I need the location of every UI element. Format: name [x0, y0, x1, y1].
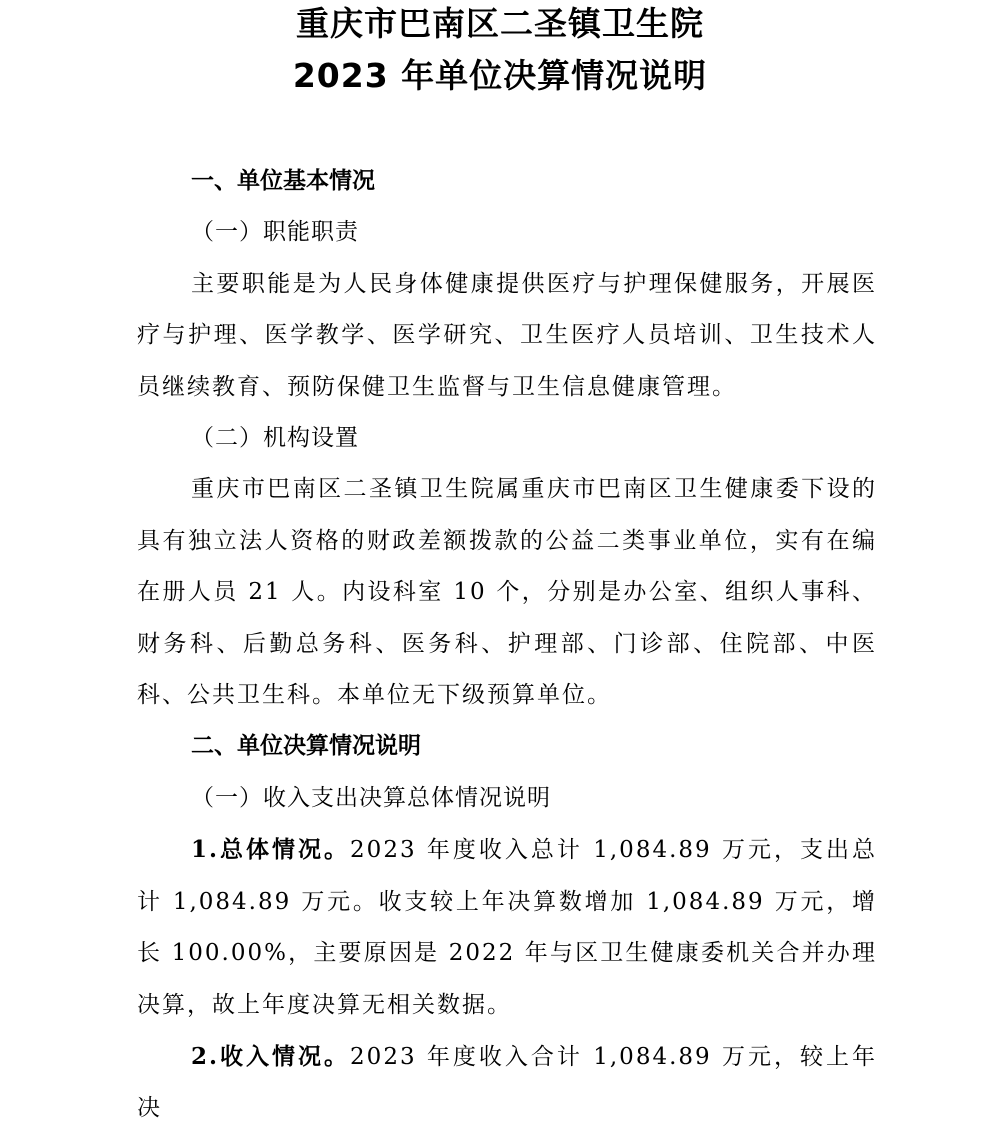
- document-body: [137, 156, 877, 1135]
- document-title-line-2: 2023 年单位决算情况说明: [292, 56, 708, 95]
- item-1-paragraph: [137, 824, 877, 1031]
- section-2-heading: 二、单位决算情况说明: [191, 733, 421, 760]
- section-1-subheading-1: （一）职能职责: [191, 219, 359, 246]
- item-1-label: 1.总体情况。: [191, 836, 351, 864]
- section-1-subheading-2: （二）机构设置: [191, 425, 359, 452]
- section-1-paragraph-2: 重庆市巴南区二圣镇卫生院属重庆市巴南区卫生健康委下设的具有独立法人资格的财政差额拨款的公益二类事业单位，实有在编在册人员 21 人。内设科室 10 个，分别是办公室、组织人事科、财务科、后勤总务科、医务科、护理部、门诊部、住院部、中医科、公共卫生科。本单位无下级预算单位。: [137, 476, 877, 709]
- section-1-paragraph-1: 主要职能是为人民身体健康提供医疗与护理保健服务，开展医疗与护理、医学教学、医学研究、卫生医疗人员培训、卫生技术人员继续教育、预防保健卫生监督与卫生信息健康管理。: [137, 270, 877, 400]
- item-2-label: 2.收入情况。: [191, 1042, 351, 1070]
- item-1-text: 2023 年度收入总计 1,084.89 万元，支出总计 1,084.89 万元。收支较上年决算数增加 1,084.89 万元，增长 100.00%，主要原因是 2022 年与区卫生健康委机关合并办理决算，故上年度决算无相关数据。: [137, 837, 878, 1018]
- document-title-line-1: 重庆市巴南区二圣镇卫生院: [296, 4, 704, 43]
- item-2-paragraph: [137, 1031, 877, 1135]
- section-2-subheading-1: （一）收入支出决算总体情况说明: [191, 784, 551, 811]
- section-1-heading: 一、单位基本情况: [191, 168, 375, 194]
- item-2-text: 2023 年度收入合计 1,084.89 万元，较上年决: [137, 1043, 878, 1122]
